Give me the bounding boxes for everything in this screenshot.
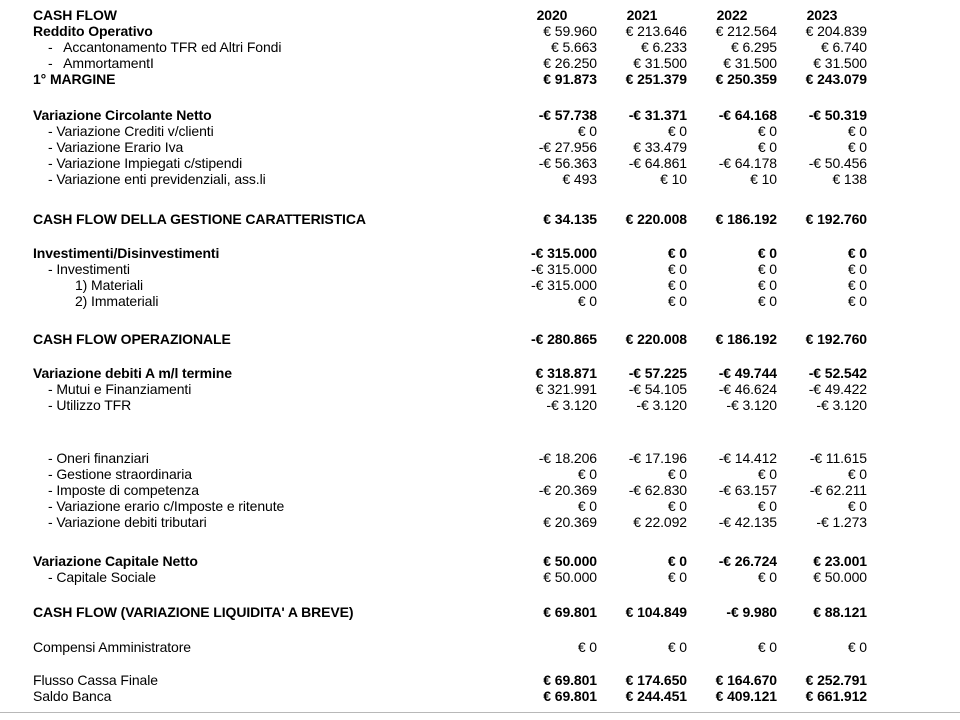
row-primo-margine (33, 71, 960, 87)
row-reddito-operativo (33, 23, 960, 39)
row-materiali (33, 277, 960, 293)
value-2023: -€ 1.273 (816, 514, 867, 530)
value-2022: € 0 (757, 123, 777, 139)
value-2022: -€ 14.412 (718, 450, 777, 466)
row-investimenti-disinvestimenti (33, 245, 960, 261)
statement-title: CASH FLOW (33, 7, 117, 23)
row-label: - Accantonamento TFR ed Altri Fondi (48, 39, 282, 55)
value-2021: -€ 64.861 (628, 155, 687, 171)
row-variazione-circolante-netto (33, 107, 960, 123)
value-2022: € 0 (757, 261, 777, 277)
value-2021: € 0 (667, 123, 687, 139)
value-2021: € 220.008 (625, 211, 687, 227)
value-2023: -€ 50.319 (808, 107, 867, 123)
value-2020: -€ 280.865 (531, 331, 597, 347)
spacer (33, 530, 960, 553)
value-2020: -€ 3.120 (546, 397, 597, 413)
value-2021: € 0 (667, 293, 687, 309)
row-oneri-finanziari (33, 450, 960, 466)
row-imposte-competenza (33, 482, 960, 498)
value-2020: € 34.135 (543, 211, 597, 227)
year-column-header-2: 2021 (626, 7, 658, 23)
row-label: 1° MARGINE (33, 71, 116, 87)
value-2022: € 6.295 (730, 39, 777, 55)
value-2023: € 0 (847, 466, 867, 482)
value-2023: € 252.791 (805, 672, 867, 688)
value-2020: € 59.960 (543, 23, 597, 39)
value-2022: -€ 9.980 (726, 604, 777, 620)
row-label: - Capitale Sociale (48, 569, 156, 585)
value-2022: € 186.192 (715, 331, 777, 347)
row-label: Flusso Cassa Finale (33, 672, 158, 688)
spacer (33, 413, 960, 450)
value-2021: € 0 (667, 261, 687, 277)
value-2023: € 204.839 (805, 23, 867, 39)
value-2021: € 0 (667, 639, 687, 655)
value-2021: € 220.008 (625, 331, 687, 347)
row-label: 2) Immateriali (75, 293, 159, 309)
value-2022: € 0 (757, 245, 777, 261)
value-2021: € 104.849 (625, 604, 687, 620)
value-2020: € 318.871 (535, 365, 597, 381)
value-2020: € 91.873 (543, 71, 597, 87)
value-2023: € 661.912 (805, 688, 867, 704)
row-label: Variazione Capitale Netto (33, 553, 198, 569)
value-2022: € 212.564 (715, 23, 777, 39)
spacer (33, 227, 960, 245)
value-2020: -€ 18.206 (538, 450, 597, 466)
value-2020: € 69.801 (543, 688, 597, 704)
value-2021: € 33.479 (633, 139, 687, 155)
value-2020: € 50.000 (543, 569, 597, 585)
row-label: Reddito Operativo (33, 23, 153, 39)
row-accantonamento-tfr (33, 39, 960, 55)
row-label: - Variazione Impiegati c/stipendi (48, 155, 243, 171)
value-2022: € 409.121 (715, 688, 777, 704)
value-2020: € 0 (577, 639, 597, 655)
value-2023: -€ 50.456 (808, 155, 867, 171)
value-2022: -€ 64.178 (718, 155, 777, 171)
value-2023: € 0 (847, 639, 867, 655)
value-2021: € 22.092 (633, 514, 687, 530)
value-2023: € 0 (847, 261, 867, 277)
value-2023: € 0 (847, 293, 867, 309)
value-2023: -€ 52.542 (808, 365, 867, 381)
spacer (33, 87, 960, 107)
value-2021: -€ 54.105 (628, 381, 687, 397)
value-2022: -€ 26.724 (718, 553, 777, 569)
row-saldo-banca (33, 688, 960, 704)
value-2021: -€ 62.830 (628, 482, 687, 498)
row-label: CASH FLOW (VARIAZIONE LIQUIDITA' A BREVE) (33, 604, 354, 620)
value-2022: -€ 49.744 (718, 365, 777, 381)
row-variazione-erario-imposte-ritenute (33, 498, 960, 514)
value-2022: € 31.500 (723, 55, 777, 71)
value-2021: € 0 (667, 498, 687, 514)
value-2021: € 0 (667, 245, 687, 261)
spacer (33, 620, 960, 639)
row-cash-flow-variazione-liquidita (33, 604, 960, 620)
value-2023: -€ 3.120 (816, 397, 867, 413)
year-column-header-1: 2020 (536, 7, 568, 23)
value-2021: € 6.233 (640, 39, 687, 55)
value-2020: € 321.991 (535, 381, 597, 397)
value-2022: € 0 (757, 277, 777, 293)
value-2021: -€ 31.371 (628, 107, 687, 123)
value-2022: € 0 (757, 498, 777, 514)
row-variazione-crediti-clienti (33, 123, 960, 139)
value-2022: -€ 3.120 (726, 397, 777, 413)
value-2020: -€ 27.956 (538, 139, 597, 155)
value-2023: -€ 49.422 (808, 381, 867, 397)
row-gestione-straordinaria (33, 466, 960, 482)
value-2023: € 88.121 (813, 604, 867, 620)
row-label: - AmmortamentI (48, 55, 154, 71)
value-2021: € 31.500 (633, 55, 687, 71)
spacer (33, 347, 960, 365)
value-2022: € 0 (757, 466, 777, 482)
value-2020: € 50.000 (543, 553, 597, 569)
row-immateriali (33, 293, 960, 309)
value-2022: -€ 46.624 (718, 381, 777, 397)
value-2020: € 20.369 (543, 514, 597, 530)
value-2022: € 250.359 (715, 71, 777, 87)
value-2021: € 251.379 (625, 71, 687, 87)
spacer (33, 585, 960, 604)
value-2021: -€ 17.196 (628, 450, 687, 466)
value-2021: -€ 57.225 (628, 365, 687, 381)
row-label: Investimenti/Disinvestimenti (33, 245, 220, 261)
value-2022: € 186.192 (715, 211, 777, 227)
row-variazione-impiegati-stipendi (33, 155, 960, 171)
value-2020: € 0 (577, 466, 597, 482)
row-label: Variazione debiti A m/l termine (33, 365, 232, 381)
row-label: - Variazione Crediti v/clienti (48, 123, 214, 139)
row-flusso-cassa-finale (33, 672, 960, 688)
value-2023: € 23.001 (813, 553, 867, 569)
value-2020: € 5.663 (550, 39, 597, 55)
value-2022: € 0 (757, 569, 777, 585)
row-variazione-debiti-tributari (33, 514, 960, 530)
value-2020: -€ 57.738 (538, 107, 597, 123)
value-2023: € 0 (847, 139, 867, 155)
value-2023: € 0 (847, 498, 867, 514)
value-2020: € 69.801 (543, 672, 597, 688)
value-2022: -€ 42.135 (718, 514, 777, 530)
value-2022: -€ 64.168 (718, 107, 777, 123)
value-2020: -€ 315.000 (531, 261, 597, 277)
row-label: - Utilizzo TFR (48, 397, 132, 413)
value-2023: € 192.760 (805, 331, 867, 347)
row-compensi-amministratore (33, 639, 960, 655)
bottom-divider (0, 712, 960, 713)
value-2022: € 164.670 (715, 672, 777, 688)
row-mutui-finanziamenti (33, 381, 960, 397)
value-2022: € 0 (757, 139, 777, 155)
value-2022: € 0 (757, 639, 777, 655)
year-column-header-3: 2022 (716, 7, 748, 23)
row-utilizzo-tfr (33, 397, 960, 413)
row-label: - Oneri finanziari (48, 450, 149, 466)
row-capitale-sociale (33, 569, 960, 585)
value-2021: € 0 (667, 466, 687, 482)
spacer (33, 187, 960, 211)
value-2020: € 0 (577, 498, 597, 514)
row-cash-flow-operazionale (33, 331, 960, 347)
row-label: - Imposte di competenza (48, 482, 199, 498)
row-label: - Mutui e Finanziamenti (48, 381, 192, 397)
spacer (33, 655, 960, 672)
value-2023: € 6.740 (820, 39, 867, 55)
value-2020: € 493 (562, 171, 597, 187)
value-2022: -€ 63.157 (718, 482, 777, 498)
value-2020: -€ 315.000 (531, 277, 597, 293)
row-variazione-enti-previdenziali (33, 171, 960, 187)
value-2021: € 0 (667, 569, 687, 585)
value-2021: € 10 (660, 171, 687, 187)
table-body (33, 23, 960, 704)
row-variazione-erario-iva (33, 139, 960, 155)
value-2020: -€ 56.363 (538, 155, 597, 171)
value-2020: -€ 20.369 (538, 482, 597, 498)
value-2020: -€ 315.000 (531, 245, 597, 261)
value-2023: € 0 (847, 245, 867, 261)
row-label: - Gestione straordinaria (48, 466, 192, 482)
row-label: 1) Materiali (75, 277, 144, 293)
row-label: Variazione Circolante Netto (33, 107, 212, 123)
year-column-header-4: 2023 (806, 7, 838, 23)
value-2023: -€ 11.615 (809, 450, 867, 466)
value-2020: € 69.801 (543, 604, 597, 620)
value-2020: € 0 (577, 293, 597, 309)
row-label: Compensi Amministratore (33, 639, 191, 655)
row-label: - Variazione debiti tributari (48, 514, 207, 530)
value-2023: € 138 (832, 171, 867, 187)
value-2021: € 213.646 (625, 23, 687, 39)
row-label: Saldo Banca (33, 688, 112, 704)
value-2021: € 174.650 (625, 672, 687, 688)
value-2022: € 10 (750, 171, 777, 187)
row-investimenti (33, 261, 960, 277)
row-label: CASH FLOW OPERAZIONALE (33, 331, 231, 347)
row-label: - Variazione Erario Iva (48, 139, 184, 155)
row-variazione-debiti-ml-termine (33, 365, 960, 381)
value-2020: € 0 (577, 123, 597, 139)
value-2021: € 0 (667, 277, 687, 293)
value-2023: € 50.000 (813, 569, 867, 585)
row-cash-flow-gestione-caratteristica (33, 211, 960, 227)
row-label: CASH FLOW DELLA GESTIONE CARATTERISTICA (33, 211, 366, 227)
row-label: - Variazione enti previdenziali, ass.li (48, 171, 266, 187)
value-2020: € 26.250 (543, 55, 597, 71)
row-label: - Variazione erario c/Imposte e ritenute (48, 498, 285, 514)
value-2023: € 0 (847, 277, 867, 293)
value-2023: € 192.760 (805, 211, 867, 227)
row-ammortamenti (33, 55, 960, 71)
value-2023: € 243.079 (805, 71, 867, 87)
value-2023: € 0 (847, 123, 867, 139)
value-2023: € 31.500 (813, 55, 867, 71)
row-label: - Investimenti (48, 261, 130, 277)
value-2021: € 0 (667, 553, 687, 569)
value-2022: € 0 (757, 293, 777, 309)
value-2023: -€ 62.211 (809, 482, 867, 498)
row-variazione-capitale-netto (33, 553, 960, 569)
value-2021: -€ 3.120 (636, 397, 687, 413)
value-2021: € 244.451 (625, 688, 687, 704)
header-row (33, 7, 960, 23)
spacer (33, 309, 960, 331)
